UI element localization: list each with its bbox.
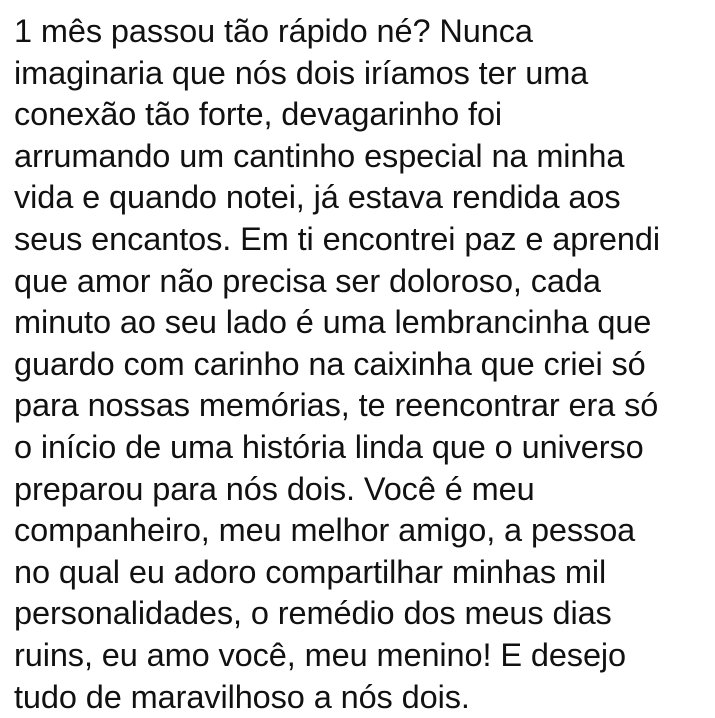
message-line: conexão tão forte, devagarinho foi <box>14 94 709 136</box>
message-line: o início de uma história linda que o universo <box>14 427 709 469</box>
message-line: no qual eu adoro compartilhar minhas mil <box>14 552 709 594</box>
message-line: que amor não precisa ser doloroso, cada <box>14 261 709 303</box>
message-line: arrumando um cantinho especial na minha <box>14 136 709 178</box>
message-line: ruins, eu amo você, meu menino! E desejo <box>14 635 709 677</box>
message-text-block <box>14 11 709 718</box>
message-line: companheiro, meu melhor amigo, a pessoa <box>14 510 709 552</box>
message-line: para nossas memórias, te reencontrar era só <box>14 385 709 427</box>
message-line: imaginaria que nós dois iríamos ter uma <box>14 53 709 95</box>
message-line: tudo de maravilhoso a nós dois. <box>14 677 709 718</box>
message-line: vida e quando notei, já estava rendida aos <box>14 177 709 219</box>
message-line: personalidades, o remédio dos meus dias <box>14 593 709 635</box>
message-line: 1 mês passou tão rápido né? Nunca <box>14 11 709 53</box>
message-line: seus encantos. Em ti encontrei paz e aprendi <box>14 219 709 261</box>
message-line: minuto ao seu lado é uma lembrancinha que <box>14 302 709 344</box>
message-line: guardo com carinho na caixinha que criei só <box>14 344 709 386</box>
message-line: preparou para nós dois. Você é meu <box>14 469 709 511</box>
